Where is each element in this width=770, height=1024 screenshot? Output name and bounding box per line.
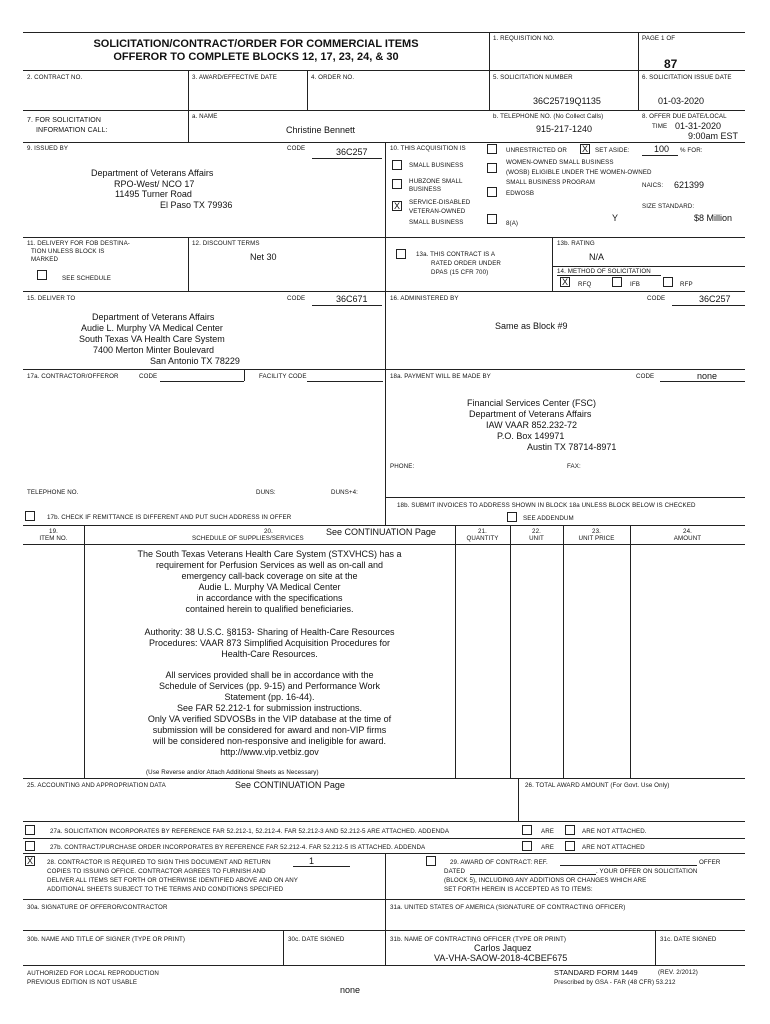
order-no-label: 4. ORDER NO. bbox=[311, 74, 355, 81]
8a-label: 8(A) bbox=[506, 220, 519, 227]
deliver-line-3: South Texas VA Health Care System bbox=[79, 334, 225, 344]
page-count: 87 bbox=[664, 57, 678, 71]
schedule-link: http://www.vip.vetbiz.gov bbox=[220, 747, 319, 757]
issued-by-label: 9. ISSUED BY bbox=[27, 145, 69, 152]
8a-checkbox[interactable] bbox=[487, 214, 497, 224]
27b-are-not: ARE NOT ATTACHED bbox=[582, 844, 645, 851]
naics-value: 621399 bbox=[674, 180, 705, 190]
issue-date-label: 6. SOLICITATION ISSUE DATE bbox=[642, 74, 732, 81]
rule bbox=[23, 853, 745, 854]
27a-are-not: ARE NOT ATTACHED. bbox=[582, 828, 647, 835]
ref-underline bbox=[560, 865, 697, 866]
clause-28-line-3: DELIVER ALL ITEMS SET FORTH OR OTHERWISE IDENTIFIED ABOVE AND ON ANY bbox=[47, 877, 299, 884]
remittance-label: 17b. CHECK IF REMITTANCE IS DIFFERENT AND PUT SUCH ADDRESS IN OFFER bbox=[47, 514, 292, 521]
total-award-label: 26. TOTAL AWARD AMOUNT (For Govt. Use Only) bbox=[525, 782, 670, 789]
hubzone-label-2: BUSINESS bbox=[409, 186, 442, 193]
rule bbox=[23, 237, 745, 238]
clause-29-line-4: SET FORTH HEREIN IS ACCEPTED AS TO ITEMS: bbox=[444, 886, 593, 893]
unrestricted-checkbox[interactable] bbox=[487, 144, 497, 154]
rule-v bbox=[188, 70, 189, 110]
set-aside-percent: 100 bbox=[654, 144, 670, 154]
schedule-text: All services provided shall be in accordance with the bbox=[165, 670, 374, 680]
rfq-label: RFQ bbox=[578, 281, 592, 288]
naics-label: NAICS: bbox=[642, 182, 664, 189]
schedule-text: Health-Care Resources. bbox=[221, 649, 318, 659]
schedule-text: will be considered non-responsive and ineligible for award. bbox=[152, 736, 387, 746]
rule bbox=[23, 838, 745, 839]
issued-code: 36C257 bbox=[336, 147, 368, 157]
name-label: a. NAME bbox=[192, 113, 218, 120]
schedule-text: submission will be considered for award and non-VIP firms bbox=[152, 725, 387, 735]
code-underline bbox=[160, 381, 244, 382]
rule bbox=[23, 525, 745, 526]
contractor-code-label: CODE bbox=[139, 373, 158, 380]
schedule-text: Statement (pp. 16-44). bbox=[224, 692, 315, 702]
fax-label: FAX: bbox=[567, 463, 581, 470]
continuation-note: See CONTINUATION Page bbox=[326, 527, 436, 537]
footer-center: none bbox=[340, 985, 361, 995]
addendum-label: SEE ADDENDUM bbox=[523, 515, 574, 522]
offer-due-date: 01-31-2020 bbox=[675, 121, 722, 131]
small-business-checkbox[interactable] bbox=[392, 160, 402, 170]
sdvosb-label-3: SMALL BUSINESS bbox=[409, 219, 464, 226]
method-label: 14. METHOD OF SOLICITATION bbox=[557, 268, 651, 275]
clause-29-line-1: 29. AWARD OF CONTRACT: REF. bbox=[450, 859, 548, 866]
clause-28-line-2: COPIES TO ISSUING OFFICE. CONTRACTOR AGREES TO FURNISH AND bbox=[47, 868, 266, 875]
size-standard-value: $8 Million bbox=[694, 213, 733, 223]
rule-v bbox=[188, 237, 189, 291]
col-unit-price: 23. bbox=[592, 528, 601, 535]
telephone-label: b. TELEPHONE NO. (No Collect Calls) bbox=[493, 113, 604, 120]
rating-label: 13b. RATING bbox=[557, 240, 595, 247]
accounting-label: 25. ACCOUNTING AND APPROPRIATION DATA bbox=[27, 782, 166, 789]
deliver-line-1: Department of Veterans Affairs bbox=[92, 312, 215, 322]
col-item-no: 19. bbox=[49, 528, 58, 535]
border-bottom bbox=[23, 965, 745, 966]
signature-offeror-label: 30a. SIGNATURE OF OFFEROR/CONTRACTOR bbox=[27, 904, 168, 911]
percent-underline bbox=[642, 155, 678, 156]
duns-label: DUNS: bbox=[256, 489, 276, 496]
officer-name-label: 31b. NAME OF CONTRACTING OFFICER (TYPE OR PRINT) bbox=[390, 936, 566, 943]
clause-28-copies: 1 bbox=[309, 856, 315, 866]
issued-line-4: El Paso TX 79936 bbox=[160, 200, 233, 210]
schedule-text: Authority: 38 U.S.C. §8153- Sharing of Health-Care Resources bbox=[144, 627, 395, 637]
offer-due-time-label: TIME bbox=[652, 123, 668, 130]
administered-value: Same as Block #9 bbox=[495, 321, 568, 331]
rule-v bbox=[188, 110, 189, 142]
small-business-label: SMALL BUSINESS bbox=[409, 162, 464, 169]
col-supplies: 20. bbox=[264, 528, 273, 535]
requisition-label: 1. REQUISITION NO. bbox=[493, 35, 555, 42]
schedule-text: The South Texas Veterans Health Care System (STXVHCS) has a bbox=[137, 549, 402, 559]
schedule-text: requirement for Perfusion Services as well as on-call and bbox=[155, 560, 384, 570]
rule bbox=[552, 266, 745, 267]
see-schedule-label: SEE SCHEDULE bbox=[62, 275, 111, 282]
payment-line-2: Department of Veterans Affairs bbox=[469, 409, 592, 419]
rule bbox=[23, 821, 745, 822]
rule-v bbox=[638, 32, 639, 110]
rule bbox=[23, 369, 745, 370]
submit-invoices-label: 18b. SUBMIT INVOICES TO ADDRESS SHOWN IN BLOCK 18a UNLESS BLOCK BELOW IS CHECKED bbox=[397, 502, 696, 509]
solicitation-number-label: 5. SOLICITATION NUMBER bbox=[493, 74, 573, 81]
rule bbox=[23, 110, 745, 111]
code-underline bbox=[672, 305, 745, 306]
wosb-label-3: SMALL BUSINESS PROGRAM bbox=[506, 179, 595, 186]
rating-value: N/A bbox=[589, 252, 605, 262]
payment-code: none bbox=[697, 371, 718, 381]
form-title-line1: SOLICITATION/CONTRACT/ORDER FOR COMMERCIAL ITEMS bbox=[93, 38, 419, 50]
officer-name: Carlos Jaquez bbox=[474, 943, 532, 953]
rated-order-checkbox[interactable] bbox=[396, 249, 406, 259]
rule-v bbox=[552, 237, 553, 291]
phone-label: PHONE: bbox=[390, 463, 415, 470]
issued-code-label: CODE bbox=[287, 145, 306, 152]
deliver-line-2: Audie L. Murphy VA Medical Center bbox=[81, 323, 223, 333]
col-quantity: 21. bbox=[478, 528, 487, 535]
rule-v bbox=[563, 525, 564, 778]
clause-27b-checkbox[interactable] bbox=[25, 841, 35, 851]
clause-28-line-4: ADDITIONAL SHEETS SUBJECT TO THE TERMS AND CONDITIONS SPECIFIED bbox=[47, 886, 284, 893]
discount-label: 12. DISCOUNT TERMS bbox=[192, 240, 260, 247]
offer-due-label: 8. OFFER DUE DATE/LOCAL bbox=[642, 113, 727, 120]
discount-value: Net 30 bbox=[250, 252, 277, 262]
wosb-label-2: (WOSB) ELIGIBLE UNDER THE WOMEN-OWNED bbox=[506, 169, 652, 176]
27b-are-not-checkbox[interactable] bbox=[565, 841, 575, 851]
rule-v bbox=[307, 70, 308, 110]
contractor-label: 17a. CONTRACTOR/OFFEROR bbox=[27, 373, 119, 380]
contract-no-label: 2. CONTRACT NO. bbox=[27, 74, 83, 81]
payment-code-label: CODE bbox=[636, 373, 655, 380]
edwosb-checkbox[interactable] bbox=[487, 187, 497, 197]
schedule-text: in accordance with the specifications bbox=[196, 593, 343, 603]
accounting-value: See CONTINUATION Page bbox=[235, 780, 345, 790]
col-unit-2: UNIT bbox=[529, 535, 544, 542]
issued-line-3: 11495 Turner Road bbox=[115, 189, 192, 199]
footer-previous-edition: PREVIOUS EDITION IS NOT USABLE bbox=[27, 979, 138, 986]
27a-are: ARE bbox=[541, 828, 555, 835]
schedule-text: Only VA verified SDVOSBs in the VIP database at the time of bbox=[147, 714, 392, 724]
rated-label-3: DPAS (15 CFR 700) bbox=[431, 269, 489, 276]
code-underline bbox=[307, 381, 383, 382]
col-supplies-2: SCHEDULE OF SUPPLIES/SERVICES bbox=[192, 535, 304, 542]
rule-v bbox=[510, 525, 511, 778]
rated-label: 13a. THIS CONTRACT IS A bbox=[416, 251, 496, 258]
27b-are-checkbox[interactable] bbox=[522, 841, 532, 851]
contact-name: Christine Bennett bbox=[286, 125, 356, 135]
copies-underline bbox=[293, 866, 350, 867]
8a-value: Y bbox=[612, 213, 619, 223]
payment-label: 18a. PAYMENT WILL BE MADE BY bbox=[390, 373, 491, 380]
signer-name-label: 30b. NAME AND TITLE OF SIGNER (TYPE OR PRINT) bbox=[27, 936, 186, 943]
schedule-text: Procedures: VAAR 873 Simplified Acquisition Procedures for bbox=[149, 638, 390, 648]
telephone-number: 915-217-1240 bbox=[536, 124, 593, 134]
rule-v bbox=[655, 930, 656, 965]
sdvosb-checkbox[interactable]: X bbox=[393, 201, 400, 211]
rule bbox=[385, 497, 745, 498]
schedule-text: Schedule of Services (pp. 9-15) and Performance Work bbox=[159, 681, 380, 691]
form-name: STANDARD FORM 1449 bbox=[554, 968, 638, 977]
remittance-checkbox[interactable] bbox=[25, 511, 35, 521]
col-unit: 22. bbox=[532, 528, 541, 535]
size-standard-label: SIZE STANDARD: bbox=[642, 203, 695, 210]
deliver-code: 36C671 bbox=[336, 294, 368, 304]
sdvosb-label-2: VETERAN-OWNED bbox=[409, 208, 466, 215]
code-underline bbox=[660, 381, 745, 382]
signature-officer-label: 31a. UNITED STATES OF AMERICA (SIGNATURE OF CONTRACTING OFFICER) bbox=[390, 904, 626, 911]
payment-line-4: P.O. Box 149971 bbox=[497, 431, 565, 441]
set-aside-checkbox[interactable]: X bbox=[581, 144, 588, 154]
rule-v bbox=[283, 930, 284, 965]
clause-27b: 27b. CONTRACT/PURCHASE ORDER INCORPORATES BY REFERENCE FAR 52.212-4. FAR 52.212-5 IS ATTACHED. ADDENDA bbox=[50, 844, 426, 851]
page-label: PAGE 1 OF bbox=[642, 35, 676, 42]
rule-v bbox=[489, 32, 490, 110]
footer-reproduction: AUTHORIZED FOR LOCAL REPRODUCTION bbox=[27, 970, 159, 977]
col-amount: 24. bbox=[683, 528, 692, 535]
solicitation-number: 36C25719Q1135 bbox=[533, 96, 601, 106]
info-call-label: 7. FOR SOLICITATION bbox=[27, 117, 101, 124]
edwosb-label: EDWOSB bbox=[506, 190, 535, 197]
col-item-no-2: ITEM NO. bbox=[39, 535, 68, 542]
telephone-label: TELEPHONE NO. bbox=[27, 489, 79, 496]
rule bbox=[23, 142, 745, 143]
sdvosb-label: SERVICE-DISABLED bbox=[409, 199, 471, 206]
officer-date-label: 31c. DATE SIGNED bbox=[660, 936, 717, 943]
col-unit-price-2: UNIT PRICE bbox=[578, 535, 615, 542]
col-amount-2: AMOUNT bbox=[673, 535, 702, 542]
offeror-date-label: 30c. DATE SIGNED bbox=[288, 936, 345, 943]
clause-29-dated: DATED bbox=[444, 868, 466, 875]
schedule-text: Audie L. Murphy VA Medical Center bbox=[198, 582, 341, 592]
clause-29-checkbox[interactable] bbox=[426, 856, 436, 866]
rule bbox=[23, 291, 745, 292]
clause-28-checkbox[interactable]: X bbox=[26, 856, 33, 866]
info-call-label-2: INFORMATION CALL: bbox=[36, 127, 108, 134]
col-quantity-2: QUANTITY bbox=[466, 535, 499, 542]
hubzone-checkbox[interactable] bbox=[392, 179, 402, 189]
issued-line-1: Department of Veterans Affairs bbox=[91, 168, 214, 178]
unrestricted-label: UNRESTRICTED OR bbox=[506, 147, 567, 154]
prescribed-by: Prescribed by GSA - FAR (48 CFR) 53.212 bbox=[554, 979, 676, 986]
issue-date: 01-03-2020 bbox=[658, 96, 705, 106]
border-top bbox=[23, 32, 745, 33]
addendum-checkbox[interactable] bbox=[507, 512, 517, 522]
27b-are: ARE bbox=[541, 844, 555, 851]
deliver-line-4: 7400 Merton Minter Boulevard bbox=[93, 345, 215, 355]
rule bbox=[23, 70, 745, 71]
wosb-checkbox[interactable] bbox=[487, 163, 497, 173]
payment-line-1: Financial Services Center (FSC) bbox=[467, 398, 597, 408]
method-underline bbox=[557, 275, 661, 276]
administered-label: 16. ADMINISTERED BY bbox=[390, 295, 459, 302]
dated-underline bbox=[470, 874, 596, 875]
rule bbox=[23, 899, 745, 900]
ifb-label: IFB bbox=[630, 281, 640, 288]
duns4-label: DUNS+4: bbox=[331, 489, 359, 496]
clause-28-line-1: 28. CONTRACTOR IS REQUIRED TO SIGN THIS DOCUMENT AND RETURN bbox=[47, 859, 271, 866]
rfp-checkbox[interactable] bbox=[663, 277, 673, 287]
rule bbox=[23, 544, 745, 545]
rule bbox=[23, 778, 745, 779]
deliver-code-label: CODE bbox=[287, 295, 306, 302]
administered-code: 36C257 bbox=[699, 294, 731, 304]
acquisition-label: 10. THIS ACQUISITION IS bbox=[390, 145, 466, 152]
clause-29-offer: OFFER bbox=[699, 859, 721, 866]
set-aside-label: SET ASIDE: bbox=[595, 147, 630, 154]
deliver-to-label: 15. DELIVER TO bbox=[27, 295, 76, 302]
rule-v bbox=[455, 525, 456, 778]
delivery-label: 11. DELIVERY FOR FOB DESTINA- bbox=[27, 240, 130, 247]
27a-are-checkbox[interactable] bbox=[522, 825, 532, 835]
ifb-checkbox[interactable] bbox=[612, 277, 622, 287]
rule-v bbox=[385, 142, 386, 525]
see-schedule-checkbox[interactable] bbox=[37, 270, 47, 280]
schedule-text: See FAR 52.212-1 for submission instructions. bbox=[176, 703, 363, 713]
offer-due-time: 9:00am EST bbox=[688, 131, 739, 141]
deliver-line-5: San Antonio TX 78229 bbox=[150, 356, 240, 366]
percent-for-label: % FOR: bbox=[680, 147, 703, 154]
schedule-text: contained herein to qualified beneficiaries. bbox=[185, 604, 354, 614]
hubzone-label: HUBZONE SMALL bbox=[409, 178, 463, 185]
form-rev: (REV. 2/2012) bbox=[658, 969, 698, 976]
rfp-label: RFP bbox=[680, 281, 693, 288]
rule-v bbox=[385, 853, 386, 965]
schedule-footnote: (Use Reverse and/or Attach Additional Sheets as Necessary) bbox=[146, 769, 319, 776]
delivery-label-3: MARKED bbox=[31, 256, 59, 263]
rule-v bbox=[630, 525, 631, 778]
administered-code-label: CODE bbox=[647, 295, 666, 302]
code-underline bbox=[312, 158, 382, 159]
rated-label-2: RATED ORDER UNDER bbox=[431, 260, 501, 267]
payment-line-3: IAW VAAR 852.232-72 bbox=[486, 420, 578, 430]
officer-id: VA-VHA-SAOW-2018-4CBEF675 bbox=[434, 953, 568, 963]
payment-line-5: Austin TX 78714-8971 bbox=[527, 442, 617, 452]
facility-code-label: FACILITY CODE bbox=[259, 373, 307, 380]
schedule-text: emergency call-back coverage on site at the bbox=[181, 571, 358, 581]
clause-27a-checkbox[interactable] bbox=[25, 825, 35, 835]
rule-v bbox=[518, 778, 519, 821]
code-underline bbox=[312, 305, 382, 306]
issued-line-2: RPO-West/ NCO 17 bbox=[114, 179, 195, 189]
27a-are-not-checkbox[interactable] bbox=[565, 825, 575, 835]
clause-29-line-3: (BLOCK 5), INCLUDING ANY ADDITIONS OR CHANGES WHICH ARE bbox=[444, 877, 647, 884]
clause-29-line-2: . YOUR OFFER ON SOLICITATION bbox=[596, 868, 698, 875]
award-date-label: 3. AWARD/EFFECTIVE DATE bbox=[192, 74, 277, 81]
rule bbox=[23, 930, 745, 931]
clause-27a: 27a. SOLICITATION INCORPORATES BY REFERENCE FAR 52.212-1, 52.212-4. FAR 52.212-3 AND 52.212-5 ARE ATTACHED. ADDENDA bbox=[50, 828, 450, 835]
rule-v bbox=[244, 369, 245, 381]
wosb-label: WOMEN-OWNED SMALL BUSINESS bbox=[506, 159, 614, 166]
form-title-line2: OFFEROR TO COMPLETE BLOCKS 12, 17, 23, 24, & 30 bbox=[113, 51, 399, 63]
rfq-checkbox[interactable]: X bbox=[561, 277, 568, 287]
delivery-label-2: TION UNLESS BLOCK IS bbox=[31, 248, 105, 255]
